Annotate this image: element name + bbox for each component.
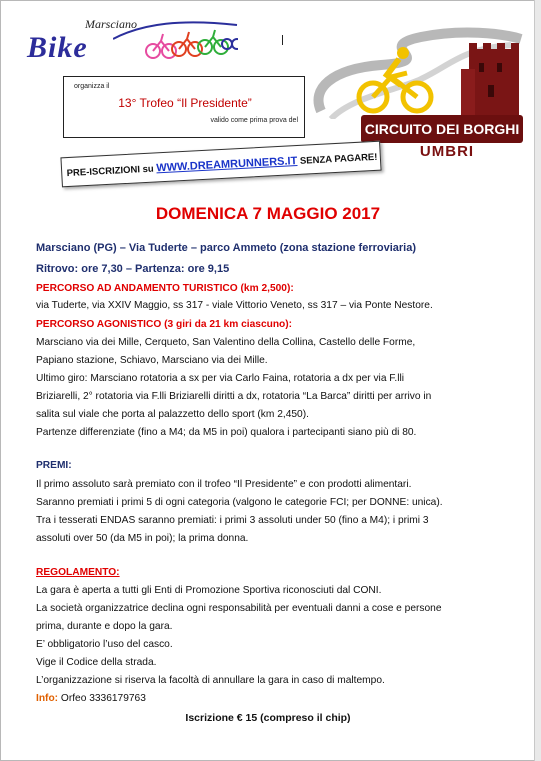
percorso-agonistico-line: Marsciano via dei Mille, Cerqueto, San Valentino della Collina, Castello delle Forme, — [36, 337, 416, 348]
organizer-box — [63, 76, 305, 138]
percorso-agonistico-line: Partenze differenziate (fino a M4; da M5 in poi) qualora i partecipanti siano più di 80. — [36, 427, 417, 438]
regolamento-line: prima, durante e dopo la gara. — [36, 621, 173, 632]
percorso-turistico-text: via Tuderte, via XXIV Maggio, ss 317 - viale Vittorio Veneto, ss 317 – via Ponte Nestore. — [36, 300, 433, 311]
regolamento-line: La gara è aperta a tutti gli Enti di Promozione Sportiva riconosciuti dal CONI. — [36, 585, 382, 596]
info-label: Info: — [36, 693, 59, 704]
event-date-headline: DOMENICA 7 MAGGIO 2017 — [155, 204, 381, 223]
logo-club-word2: Bike — [27, 31, 88, 64]
premi-line: Saranno premiati i primi 5 di ogni categoria (valgono le categorie FCI; per DONNE: unica). — [36, 497, 443, 508]
percorso-agonistico-heading: PERCORSO AGONISTICO (3 giri da 21 km ciascuno): — [36, 319, 293, 330]
circuit-name: CIRCUITO DEI BORGHI — [364, 121, 520, 137]
regolamento-line: Vige il Codice della strada. — [36, 657, 157, 668]
road-cyclist-icon — [311, 19, 533, 119]
info-line — [36, 693, 146, 704]
preregistration-suffix: SENZA PAGARE! — [297, 151, 378, 167]
info-value: Orfeo 3336179763 — [58, 693, 146, 704]
percorso-agonistico-line: Briziarelli, 2° rotatoria via F.lli Briziarelli diritti a dx, rotatoria “La Barca” diritti per arrivo in — [36, 391, 432, 402]
marsciano-bike-logo — [21, 13, 241, 71]
preregistration-prefix: PRE-ISCRIZIONI su — [66, 163, 157, 180]
percorso-agonistico-line: salita sul viale che porta al palazzetto dello sport (km 2,450). — [36, 409, 309, 420]
premi-line: assoluti over 50 (da M5 in poi); la prima donna. — [36, 533, 249, 544]
preregistration-banner — [60, 141, 381, 188]
regolamento-line: L’organizzazione si riserva la facoltà di annullare la gara in caso di maltempo. — [36, 675, 385, 686]
org-prefix: organizza il — [74, 83, 110, 90]
premi-line: Tra i tesserati ENDAS saranno premiati: i primi 3 assoluti under 50 (fino a M4); i primi 3 — [36, 515, 429, 526]
cyclists-icon — [113, 17, 238, 67]
logo-club-word1: Marsciano — [85, 17, 137, 31]
location-text: Marsciano (PG) – Via Tuderte – parco Ammeto (zona stazione ferroviaria) — [36, 242, 417, 254]
circuito-borghi-logo — [311, 19, 533, 159]
page-edge-scrollbar — [534, 0, 541, 761]
iscrizione-fee: Iscrizione € 15 (compreso il chip) — [185, 712, 351, 724]
percorso-agonistico-line: Papiano stazione, Schiavo, Marsciano via dei Mille. — [36, 355, 268, 366]
regolamento-line: La società organizzatrice declina ogni responsabilità per eventuali danni a cose e persone — [36, 603, 442, 614]
preregistration-text — [62, 151, 382, 180]
premi-heading: PREMI: — [36, 460, 72, 471]
circuit-region: UMBRI — [419, 143, 475, 160]
percorso-agonistico-line: Ultimo giro: Marsciano rotatoria a sx per via Carlo Faina, rotatoria a dx per via F.lli — [36, 373, 405, 384]
ritrovo-text: Ritrovo: ore 7,30 – Partenza: ore 9,15 — [36, 263, 230, 275]
percorso-turistico-heading: PERCORSO AD ANDAMENTO TURISTICO (km 2,500): — [36, 283, 294, 294]
event-title: 13° Trofeo “Il Presidente” — [118, 96, 252, 110]
regolamento-heading: REGOLAMENTO: — [36, 567, 120, 578]
dreamrunners-link[interactable]: WWW.DREAMRUNNERS.IT — [155, 155, 298, 175]
regolamento-line: E’ obbligatorio l’uso del casco. — [36, 639, 173, 650]
premi-line: Il primo assoluto sarà premiato con il trofeo “Il Presidente” e con prodotti alimentari. — [36, 479, 412, 490]
text-cursor — [282, 35, 283, 45]
valid-text: valido come prima prova del — [210, 117, 298, 124]
